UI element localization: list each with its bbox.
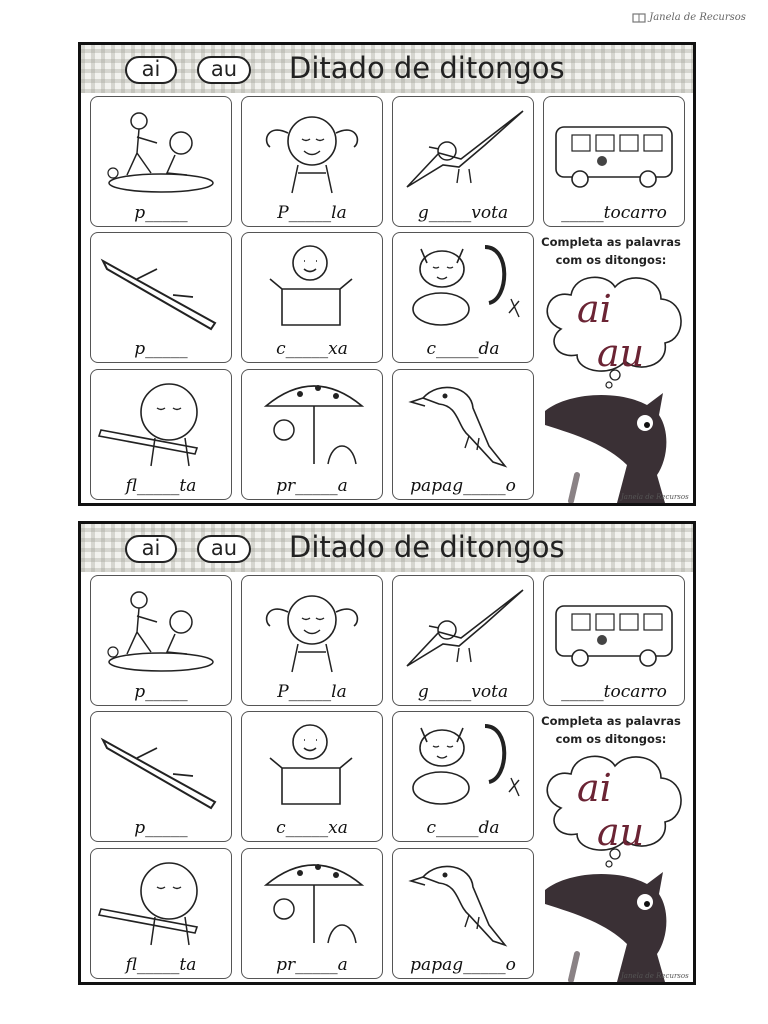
- school-bus-icon: [550, 103, 678, 195]
- picture-cell-flute: [90, 369, 232, 500]
- picture-cell-seagull: [392, 96, 534, 227]
- credit-text: Janela de Recursos: [621, 493, 689, 501]
- word-blank: P_____la: [277, 203, 347, 223]
- picture-cell-beach: [241, 848, 383, 979]
- worksheet-header: [81, 524, 693, 572]
- word-blank: c_____da: [426, 818, 500, 838]
- girl-face-icon: [248, 582, 376, 674]
- word-blank: c_____xa: [276, 818, 348, 838]
- picture-cell-box: [241, 232, 383, 363]
- bubble-au: au: [597, 810, 645, 854]
- boy-flute-icon: [97, 376, 225, 468]
- worksheet-2: [78, 521, 696, 985]
- bubble-au: au: [597, 331, 645, 375]
- word-blank: g_____vota: [417, 203, 509, 223]
- picture-cell-beach: [241, 369, 383, 500]
- word-blank: c_____da: [426, 339, 500, 359]
- word-blank: p_____: [134, 818, 188, 838]
- pill-au: au: [197, 56, 251, 84]
- word-blank: papag_____o: [410, 476, 516, 496]
- parrot-icon: [399, 855, 527, 947]
- picture-cell-parrot: [392, 848, 534, 979]
- stick-icon: [97, 239, 225, 331]
- word-blank: c_____xa: [276, 339, 348, 359]
- picture-cell-cat: [392, 711, 534, 842]
- watermark-text: Janela de Recursos: [649, 12, 746, 23]
- instruction-text: [536, 712, 686, 748]
- word-blank: pr_____a: [276, 955, 348, 975]
- instruction-line-1: Completa as palavras: [541, 235, 681, 249]
- picture-cell-stick: [90, 232, 232, 363]
- worksheet-header: [81, 45, 693, 93]
- word-blank: _____tocarro: [561, 682, 667, 702]
- picture-cell-girl: [241, 96, 383, 227]
- seagull-icon: [399, 582, 527, 674]
- kids-playing-icon: [97, 103, 225, 195]
- picture-cell-girl: [241, 575, 383, 706]
- picture-cell-box: [241, 711, 383, 842]
- stick-icon: [97, 718, 225, 810]
- picture-cell-kids: [90, 575, 232, 706]
- picture-cell-cat: [392, 232, 534, 363]
- word-blank: fl_____ta: [125, 476, 197, 496]
- pill-au: au: [197, 535, 251, 563]
- bubble-ai: ai: [577, 287, 612, 331]
- boy-flute-icon: [97, 855, 225, 947]
- girl-face-icon: [248, 103, 376, 195]
- seagull-icon: [399, 103, 527, 195]
- school-bus-icon: [550, 582, 678, 674]
- word-blank: p_____: [134, 339, 188, 359]
- beach-umbrella-icon: [248, 376, 376, 468]
- word-blank: fl_____ta: [125, 955, 197, 975]
- child-in-box-icon: [248, 239, 376, 331]
- cat-eating-icon: [399, 718, 527, 810]
- word-blank: g_____vota: [417, 682, 509, 702]
- watermark: [632, 12, 746, 23]
- picture-cell-bus: [543, 96, 685, 227]
- beach-umbrella-icon: [248, 855, 376, 947]
- pill-ai: ai: [125, 56, 177, 84]
- picture-cell-seagull: [392, 575, 534, 706]
- kids-playing-icon: [97, 582, 225, 674]
- parrot-icon: [399, 376, 527, 468]
- picture-cell-parrot: [392, 369, 534, 500]
- worksheet-title: Ditado de ditongos: [289, 530, 565, 564]
- thought-bubble: [537, 748, 689, 868]
- wolf-icon: [537, 375, 687, 503]
- picture-cell-bus: [543, 575, 685, 706]
- picture-cell-stick: [90, 711, 232, 842]
- instruction-line-2: com os ditongos:: [555, 732, 667, 746]
- worksheet-1: [78, 42, 696, 506]
- picture-cell-flute: [90, 848, 232, 979]
- word-blank: p_____: [134, 682, 188, 702]
- window-logo-icon: [632, 13, 646, 23]
- picture-cell-kids: [90, 96, 232, 227]
- word-blank: _____tocarro: [561, 203, 667, 223]
- instruction-line-2: com os ditongos:: [555, 253, 667, 267]
- thought-bubble: [537, 269, 689, 389]
- cat-eating-icon: [399, 239, 527, 331]
- word-blank: P_____la: [277, 682, 347, 702]
- worksheet-title: Ditado de ditongos: [289, 51, 565, 85]
- instruction-text: [536, 233, 686, 269]
- pill-ai: ai: [125, 535, 177, 563]
- credit-text: Janela de Recursos: [621, 972, 689, 980]
- word-blank: p_____: [134, 203, 188, 223]
- bubble-ai: ai: [577, 766, 612, 810]
- instruction-line-1: Completa as palavras: [541, 714, 681, 728]
- child-in-box-icon: [248, 718, 376, 810]
- word-blank: pr_____a: [276, 476, 348, 496]
- word-blank: papag_____o: [410, 955, 516, 975]
- wolf-icon: [537, 854, 687, 982]
